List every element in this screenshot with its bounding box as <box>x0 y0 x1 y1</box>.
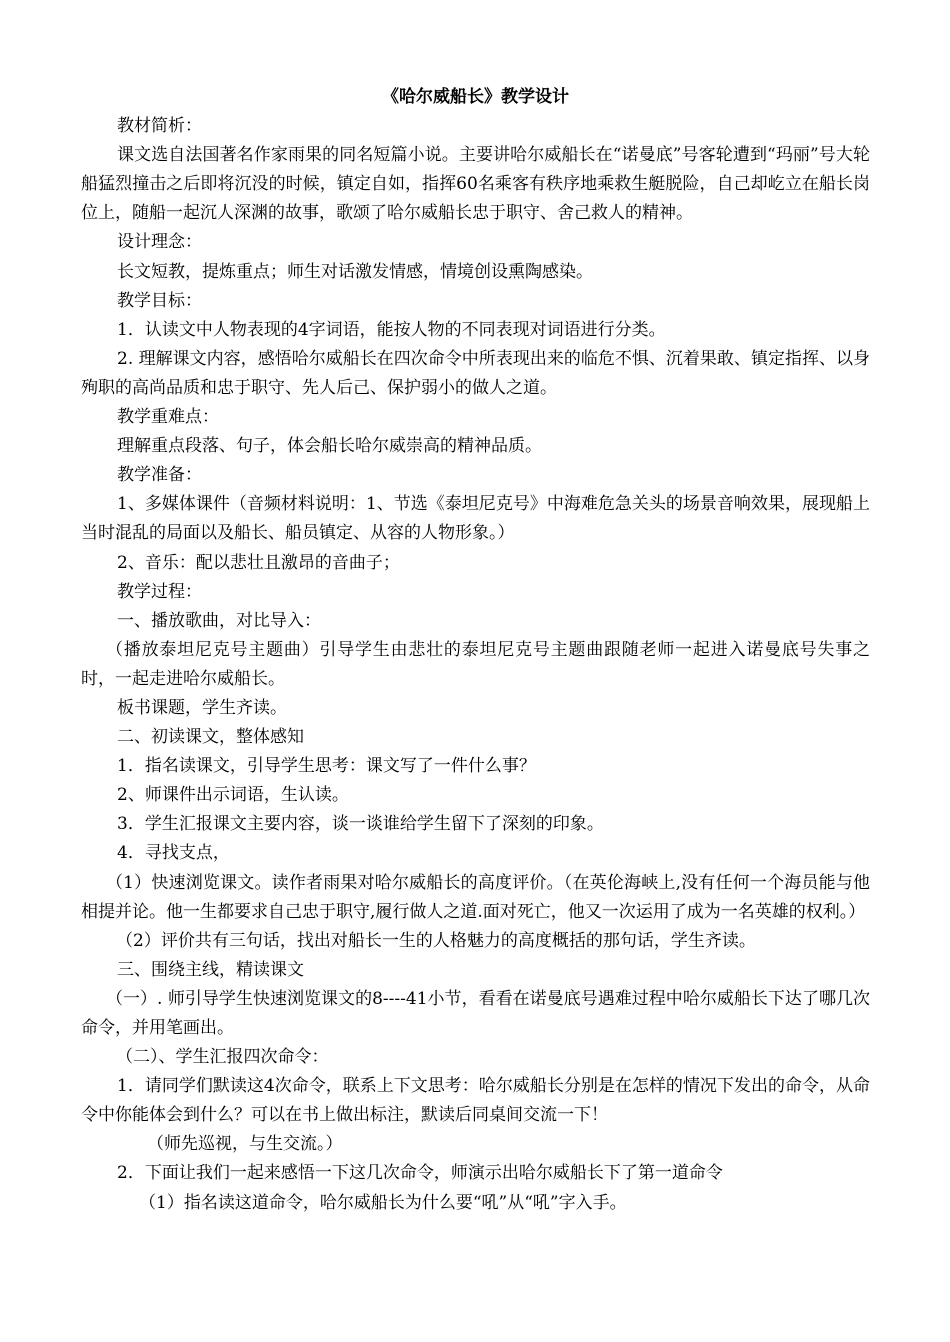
paragraph: 一、播放歌曲，对比导入： <box>117 610 321 631</box>
paragraph: 二、初读课文，整体感知 <box>117 727 304 748</box>
paragraph: 1．请同学们默读这4次命令，联系上下文思考：哈尔威船长分别是在怎样的情况下发出的命令，从命令中你能体会到什么？可以在书上做出标注，默读后同桌间交流一下！ <box>81 1076 870 1126</box>
paragraph: 教材简析： <box>117 116 202 137</box>
paragraph: 课文选自法国著名作家雨果的同名短篇小说。主要讲哈尔威船长在“诺曼底”号客轮遭到“玛丽”号大轮船猛烈撞击之后即将沉没的时候，镇定自如，指挥60名乘客有秩序地乘救生艇脱险，自己却屹立在船长岗位上，随船一起沉人深渊的故事，歌颂了哈尔威船长忠于职守、舍己救人的精神。 <box>81 145 870 224</box>
paragraph: 2. 理解课文内容，感悟哈尔威船长在四次命令中所表现出来的临危不惧、沉着果敢、镇定指挥、以身殉职的高尚品质和忠于职守、先人后己、保护弱小的做人之道。 <box>81 348 870 398</box>
paragraph: 3．学生汇报课文主要内容，谈一谈谁给学生留下了深刻的印象。 <box>117 814 604 835</box>
paragraph: 长文短教，提炼重点；师生对话激发情感，情境创设熏陶感染。 <box>117 261 593 282</box>
paragraph: 教学准备： <box>117 465 202 486</box>
paragraph: 教学目标： <box>117 290 202 311</box>
paragraph: 2、音乐：配以悲壮且激昂的音曲子； <box>117 552 400 573</box>
paragraph: 2、师课件出示词语，生认读。 <box>117 785 349 806</box>
paragraph: 理解重点段落、句子，体会船长哈尔威崇高的精神品质。 <box>117 436 542 457</box>
paragraph: （1）指名读这道命令，哈尔威船长为什么要“吼”从“吼”字入手。 <box>139 1192 627 1213</box>
document-title: 《哈尔威船长》教学设计 <box>382 87 569 107</box>
paragraph: 1．认读文中人物表现的4字词语，能按人物的不同表现对词语进行分类。 <box>117 319 666 340</box>
paragraph: 1、多媒体课件（音频材料说明：1、节选《泰坦尼克号》中海难危急关头的场景音响效果，展现船上当时混乱的局面以及船长、船员镇定、从容的人物形象。） <box>81 494 870 544</box>
paragraph: 设计理念： <box>117 232 202 253</box>
paragraph: 1．指名读课文，引导学生思考：课文写了一件什么事？ <box>117 756 536 777</box>
paragraph: （1）快速浏览课文。读作者雨果对哈尔威船长的高度评价。（在英伦海峡上,没有任何一个海员能与他相提并论。他一生都要求自己忠于职守,履行做人之道.面对死亡，他又一次运用了成为一名英雄的权利。） <box>81 872 870 922</box>
paragraph: 板书课题，学生齐读。 <box>117 697 287 718</box>
document-body <box>81 112 870 1218</box>
paragraph: 4．寻找支点， <box>117 843 230 864</box>
paragraph: （2）评价共有三句话，找出对船长一生的人格魅力的高度概括的那句话，学生齐读。 <box>116 930 756 951</box>
paragraph: （二）、学生汇报四次命令： <box>116 1047 329 1068</box>
paragraph: （一）. 师引导学生快速浏览课文的8----41小节，看看在诺曼底号遇难过程中哈尔威船长下达了哪几次命令，并用笔画出。 <box>81 988 870 1038</box>
paragraph: 2．下面让我们一起来感悟一下这几次命令，师演示出哈尔威船长下了第一道命令 <box>117 1163 723 1184</box>
paragraph: （师先巡视，与生交流。） <box>147 1134 343 1155</box>
paragraph: 三、围绕主线，精读课文 <box>117 959 304 980</box>
paragraph: 教学重难点： <box>117 407 219 428</box>
paragraph: （播放泰坦尼克号主题曲）引导学生由悲壮的泰坦尼克号主题曲跟随老师一起进入诺曼底号失事之时，一起走进哈尔威船长。 <box>81 639 870 689</box>
paragraph: 教学过程： <box>117 581 202 602</box>
